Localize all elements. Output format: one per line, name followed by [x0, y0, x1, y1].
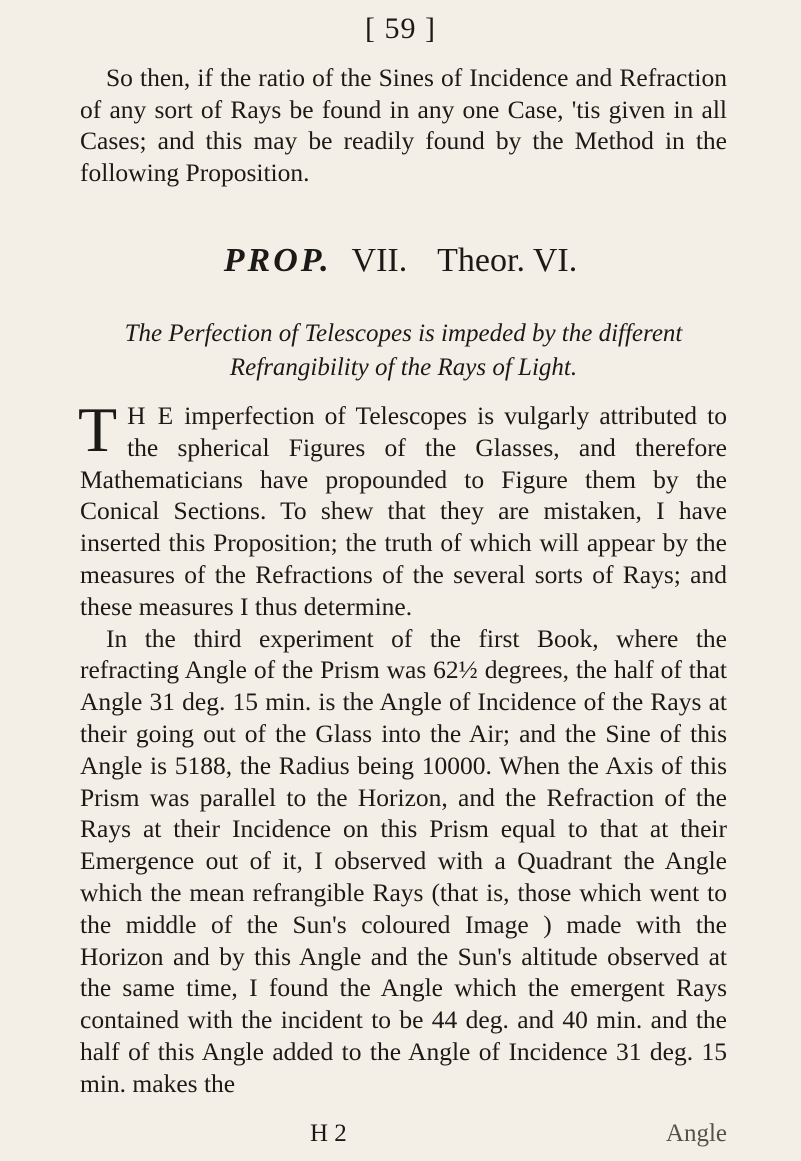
- first-word-rest: H E: [127, 401, 175, 430]
- proposition-number: VII.: [351, 242, 408, 279]
- paragraph-1-text: imperfection of Telescopes is vulgarly attributed to the spherical Figures of the Glasses, and therefore Mathematicians have propounded to Figure them by the Conical Sections. To shew that they are mistaken, I have inserted this Proposition; the truth of which will appear by the measures of the Refractions of the several sorts of Rays; and these measures I thus determine.: [80, 401, 727, 621]
- proposition-heading: [0, 242, 801, 280]
- body-paragraph-1: [78, 394, 727, 623]
- signature-mark: H 2: [310, 1120, 347, 1147]
- proposition-label: PROP.: [223, 242, 332, 279]
- theorem-number: Theor. VI.: [437, 242, 578, 279]
- body-paragraph-2: In the third experiment of the first Book, where the refracting Angle of the Prism was 62½ degrees, the half of that Angle 31 deg. 15 min. is the Angle of Incidence of the Rays at their going out of the Glass into the Air; and the Sine of this Angle is 5188, the Radius being 10000. When the Axis of this Prism was parallel to the Horizon, and the Refraction of the Rays at their Incidence on this Prism equal to that at their Emergence out of it, I observed with a Quadrant the Angle which the mean refrangible Rays (that is, those which went to the middle of the Sun's coloured Image ) made with the Horizon and by this Angle and the Sun's altitude observed at the same time, I found the Angle which the emergent Rays contained with the incident to be 44 deg. and 40 min. and the half of this Angle added to the Angle of Incidence 31 deg. 15 min. makes the: [80, 623, 727, 1098]
- proposition-title: The Perfection of Telescopes is impeded by the different Refrangibility of the Rays of Light.: [124, 320, 683, 381]
- drop-cap-letter: T: [78, 394, 118, 465]
- proposition-body: [78, 394, 727, 1100]
- page-number: [ 59 ]: [365, 12, 436, 45]
- catchword: Angle: [665, 1120, 727, 1147]
- intro-paragraph: So then, if the ratio of the Sines of Incidence and Refraction of any sort of Rays be found in any one Case, 'tis given in all Cases; and this may be readily found by the Method in the following Proposition.: [80, 63, 727, 187]
